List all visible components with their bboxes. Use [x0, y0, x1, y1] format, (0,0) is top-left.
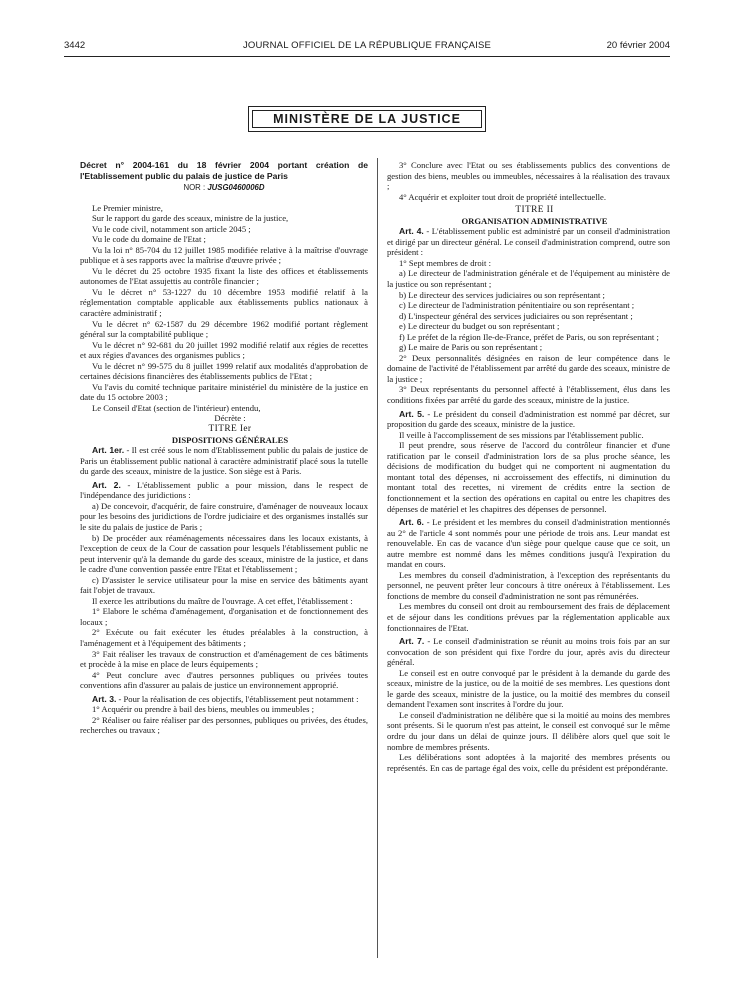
- article-paragraph: Il veille à l'accomplissement de ses missions par l'établissement public.: [399, 429, 644, 440]
- visa-line: Vu le décret n° 62-1587 du 29 décembre 1962 modifié portant règlement général sur la comptabilité publique ;: [80, 318, 368, 340]
- article-paragraph: Les membres du conseil d'administration, à l'exception des représentants du personnel, ne peuvent prêter leur concours à titre onéreux à l'établissement. Les fonctions de membre du conseil d'administration ne sont pas rémunérées.: [387, 569, 670, 601]
- article-item: 3° Conclure avec l'Etat ou ses établissements publics des conventions de gestion des biens, meubles ou immeubles, nécessaires à la réalisation des travaux ;: [387, 160, 670, 192]
- page-number: 3442: [64, 40, 86, 51]
- visa-line: Vu le décret n° 92-681 du 20 juillet 1992 modifié relatif aux régies de recettes et aux régies d'avances des organismes publics ;: [80, 339, 368, 361]
- article-item: b) Le directeur des services judiciaires ou son représentant ;: [399, 289, 605, 300]
- article-item: 4° Acquérir et exploiter tout droit de propriété intellectuelle.: [399, 191, 606, 202]
- article-item: 2° Réaliser ou faire réaliser par des personnes, publiques ou privées, des études, recherches ou travaux ;: [80, 714, 368, 736]
- article-item: 4° Peut conclure avec d'autres personnes publiques ou privées toutes conventions afin d'assurer au palais de justice un environnement approprié.: [80, 669, 368, 691]
- article-label: Art. 4.: [399, 226, 424, 237]
- article-item: c) Le directeur de l'administration pénitentiaire ou son représentant ;: [399, 300, 635, 311]
- article-item: b) De procéder aux réaménagements nécessaires dans les locaux existants, à l'exception de ceux de la Cour de cassation pour lesquels l'établissement public ne peut intervenir qu'à la demande du garde des sceaux, ministre de la justice, et dans le cadre d'une convention passée entre l'Etat et l'établissement ;: [80, 532, 368, 575]
- article-item: 3° Fait réaliser les travaux de construction et d'aménagement de ces bâtiments et procède à la mise en place de leurs équipements ;: [80, 648, 368, 670]
- article-4: Art. 4. - L'établissement public est administré par un conseil d'administration et dirigé par un directeur général. Le conseil d'administration comprend, outre son président :: [387, 226, 671, 258]
- titre-2-subtitle: ORGANISATION ADMINISTRATIVE: [461, 215, 608, 226]
- article-item: 1° Sept membres de droit :: [399, 257, 491, 268]
- article-item: 1° Elabore le schéma d'aménagement, d'organisation et de fonctionnement des locaux ;: [80, 606, 368, 627]
- visa-line: Vu l'avis du comité technique paritaire ministériel du ministère de la justice en date du 15 octobre 2003 ;: [80, 381, 368, 403]
- issue-date: 20 février 2004: [606, 40, 670, 51]
- article-7: Art. 7. - Le conseil d'administration se réunit au moins trois fois par an sur convocation de son président qui fixe l'ordre du jour, après avis du directeur général.: [387, 636, 671, 668]
- article-item: e) Le directeur du budget ou son représentant ;: [399, 321, 560, 332]
- article-label: Art. 2.: [92, 479, 121, 490]
- nor-label: NOR :: [183, 183, 206, 192]
- nor-reference: [80, 183, 368, 194]
- article-label: Art. 6.: [399, 517, 424, 528]
- article-paragraph: Les membres du conseil ont droit au remboursement des frais de déplacement et de séjour dans les conditions prévues par la réglementation applicable aux fonctionnaires de l'Etat.: [387, 601, 670, 633]
- article-paragraph: Les délibérations sont adoptées à la majorité des membres présents ou représentés. En cas de partage égal des voix, celle du président est prépondérante.: [387, 752, 670, 773]
- column-divider: [377, 158, 378, 958]
- article-item: a) De concevoir, d'acquérir, de faire construire, d'aménager de nouveaux locaux pour les besoins des juridictions de l'ordre judiciaire et des organismes installés sur le site du palais de justice de Paris ;: [80, 500, 368, 532]
- titre-1-heading: TITRE Ier: [208, 424, 252, 435]
- article-paragraph: Le conseil d'administration ne délibère que si la moitié au moins des membres sont présents. Si le quorum n'est pas atteint, le conseil est convoqué sur le même ordre du jour dans un délai de quinze jours. Il délibère alors quel que soit le nombre de membres présents.: [387, 709, 670, 752]
- ministry-title: MINISTÈRE DE LA JUSTICE: [252, 110, 482, 128]
- article-item: 2° Deux personnalités désignées en raison de leur compétence dans le domaine de l'activité de l'établissement par arrêté du garde des sceaux, ministre de la justice ;: [387, 352, 670, 384]
- right-column: [387, 160, 670, 773]
- article-label: Art. 5.: [399, 408, 425, 419]
- article-label: Art. 1er.: [92, 445, 125, 456]
- article-3: Art. 3. - Pour la réalisation de ces objectifs, l'établissement peut notamment :: [92, 693, 359, 704]
- article-2: Art. 2. - L'établissement public a pour mission, dans le respect de l'indépendance des juridictions :: [80, 479, 368, 501]
- left-column: [80, 160, 368, 736]
- article-label: Art. 3.: [92, 693, 117, 704]
- article-1: Art. 1er. - Il est créé sous le nom d'Etablissement public du palais de justice de Paris un établissement public national à caractère administratif placé sous la tutelle du garde des sceaux, ministre de la justice. Son siège est à Paris.: [80, 445, 368, 477]
- article-item: a) Le directeur de l'administration générale et de l'équipement au ministère de la justice ou son représentant ;: [387, 268, 670, 290]
- article-item: d) L'inspecteur général des services judiciaires ou son représentant ;: [399, 310, 633, 321]
- article-item: 2° Exécute ou fait exécuter les études préalables à la construction, à l'aménagement et à l'équipement des bâtiments ;: [80, 627, 368, 648]
- visa-line: Vu le décret n° 99-575 du 8 juillet 1999 relatif aux modalités d'approbation de certaines décisions financières des établissements publics de l'Etat ;: [80, 360, 368, 382]
- visa-line: Vu le code du domaine de l'Etat ;: [92, 234, 206, 245]
- article-6: Art. 6. - Le président et les membres du conseil d'administration mentionnés au 2° de l'article 4 sont nommés pour une période de trois ans. Leur mandat est renouvelable. En cas de vacance d'un siège pour quelque cause que ce soit, un autre membre est nommé dans les mêmes conditions jusqu'à l'expiration du mandat en cours.: [387, 517, 670, 570]
- header-rule: [64, 56, 670, 57]
- article-item: 3° Deux représentants du personnel affecté à l'établissement, élus dans les conditions fixées par arrêté du garde des sceaux, ministre de la justice.: [387, 384, 670, 406]
- article-item: 1° Acquérir ou prendre à bail des biens, meubles ou immeubles ;: [92, 704, 315, 715]
- visa-line: Le Premier ministre,: [92, 202, 163, 213]
- decrete-line: Décrète :: [214, 413, 246, 424]
- article-item: g) Le maire de Paris ou son représentant ;: [399, 342, 543, 353]
- titre-1-subtitle: DISPOSITIONS GÉNÉRALES: [171, 434, 289, 445]
- visa-line: Le Conseil d'Etat (section de l'intérieur) entendu,: [92, 402, 261, 413]
- visa-line: Sur le rapport du garde des sceaux, ministre de la justice,: [92, 213, 289, 224]
- visa-line: Vu le décret du 25 octobre 1935 fixant la liste des offices et établissements autonomes de l'Etat assujettis au contrôle financier ;: [80, 265, 368, 287]
- visa-line: Vu le décret n° 53-1227 du 10 décembre 1953 modifié relatif à la réglementation comptable applicable aux établissements publics nationaux à caractère administratif ;: [80, 286, 368, 319]
- decree-title: Décret n° 2004-161 du 18 février 2004 portant création de l'Etablissement public du palais de justice de Paris: [80, 160, 368, 181]
- article-paragraph: Le conseil est en outre convoqué par le président à la demande du garde des sceaux, ministre de la justice, ou de la moitié de ses membres. Les questions dont le garde des sceaux, ministre de la justice, ou la moitié des membres du conseil demandent l'examen sont inscrites à l'ordre du jour.: [387, 667, 670, 710]
- article-item: f) Le préfet de la région Ile-de-France, préfet de Paris, ou son représentant ;: [399, 331, 659, 342]
- article-paragraph: Il exerce les attributions du maître de l'ouvrage. A cet effet, l'établissement :: [92, 595, 353, 606]
- article-item: c) D'assister le service utilisateur pour la mise en service des bâtiments ayant fait l'objet de travaux.: [80, 574, 368, 596]
- visa-line: Vu la loi n° 85-704 du 12 juillet 1985 modifiée relative à la maîtrise d'ouvrage publique et à ses rapports avec la maîtrise d'œuvre privée ;: [80, 244, 368, 266]
- nor-value: JUSG0460006D: [207, 183, 265, 192]
- article-5: Art. 5. - Le président du conseil d'administration est nommé par décret, sur proposition du garde des sceaux, ministre de la justice.: [387, 408, 670, 430]
- article-label: Art. 7.: [399, 636, 425, 647]
- journal-title: JOURNAL OFFICIEL DE LA RÉPUBLIQUE FRANÇAISE: [242, 40, 492, 51]
- titre-2-heading: TITRE II: [515, 205, 554, 216]
- running-header: [64, 40, 670, 54]
- ministry-box: [248, 106, 486, 132]
- article-paragraph: Il peut prendre, sous réserve de l'accord du contrôleur financier et d'une ratification par le conseil d'administration lors de sa plus proche séance, les décisions de modification du budget qui ne comportent ni augmentation du montant total des dépenses, ni accroissement des effectifs, ni diminution du montant total des recettes, ni virement de crédits entre la section de fonctionnement et la section des opérations en capital ou entre les chapitres des dépenses de matériel et les chapitres des dépenses de personnel.: [387, 440, 670, 514]
- visa-line: Vu le code civil, notamment son article 2045 ;: [92, 223, 251, 234]
